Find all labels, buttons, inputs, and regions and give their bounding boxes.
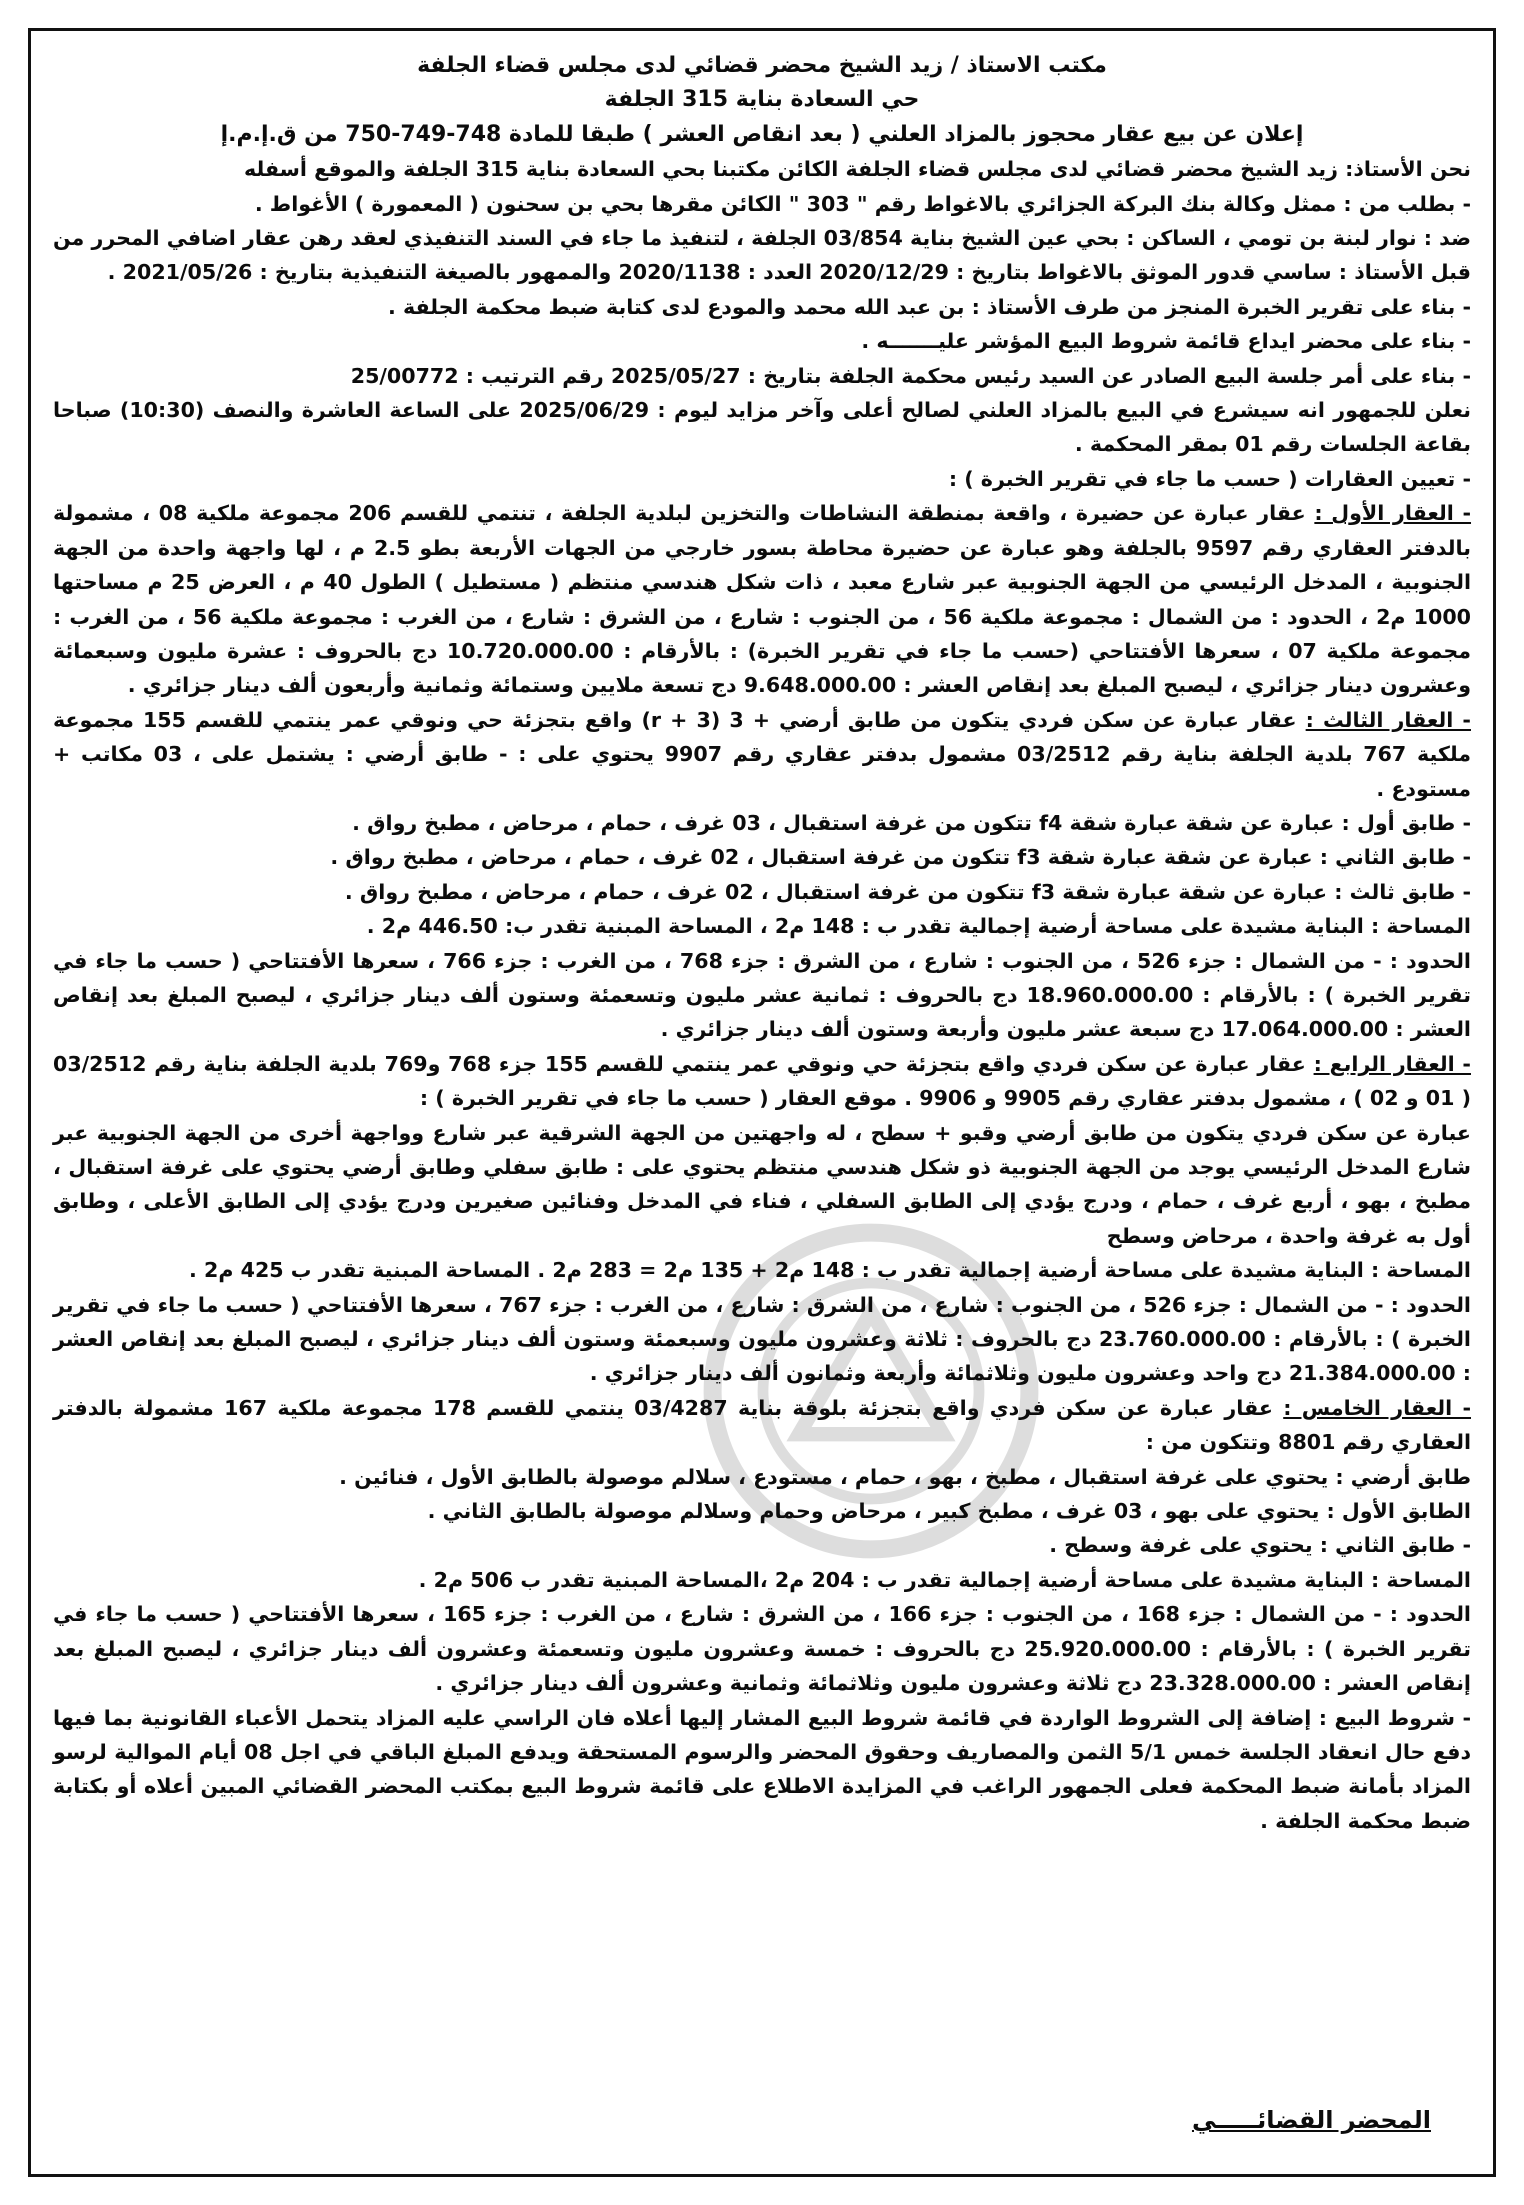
property-5-ground-floor: طابق أرضي : يحتوي على غرفة استقبال ، مطبخ ، بهو ، حمام ، مستودع ، سلالم موصولة بالطابق الأول ، فنائين .: [339, 1464, 1471, 1489]
conditions-paragraph: - بناء على محضر ايداع قائمة شروط البيع المؤشر عليـــــــه .: [861, 329, 1471, 354]
announcement-page: [28, 28, 1496, 2177]
property-4-title: - العقار الرابع :: [1313, 1051, 1471, 1076]
property-5-title: - العقار الخامس :: [1283, 1395, 1471, 1420]
court-order-paragraph: - بناء على أمر جلسة البيع الصادر عن السيد رئيس محكمة الجلفة بتاريخ : 2025/05/27 رقم الترتيب : 25/00772: [350, 363, 1471, 388]
property-5-second-floor: - طابق الثاني : يحتوي على غرفة وسطح .: [1049, 1533, 1471, 1558]
property-4-paragraph: [53, 1047, 1471, 1116]
property-3-paragraph: [53, 703, 1471, 806]
property-3-floor-3: - طابق ثالث : عبارة عن شقة عبارة شقة f3 تتكون من غرفة استقبال ، 02 غرف ، حمام ، مرحاض ، مطبخ رواق .: [344, 879, 1471, 904]
defendant-paragraph: ضد : نوار لبنة بن تومي ، الساكن : بحي عين الشيخ بناية 03/854 الجلفة ، لتنفيذ ما جاء في السند التنفيذي لعقد رهن عقار اضافي المحرر من قبل الأستاذ : ساسي قدور الموثق بالاغواط بتاريخ : 2020/12/29 العدد : 2020/1138 والممهور بالصيغة التنفيذية بتاريخ : 2021/05/26 .: [53, 226, 1471, 285]
property-5-price: الحدود : - من الشمال : جزء 168 ، من الجنوب : جزء 166 ، من الشرق : شارع ، من الغرب : جزء 165 ، سعرها الأفتتاحي ( حسب ما جاء في تقرير الخبرة ) : بالأرقام : 25.920.000.00 دج بالحروف : خمسة وعشرون مليون وتسعمئة وعشرون ألف دينار جزائري ، ليصبح المبلغ بعد إنقاص العشر : 23.328.000.00 دج ثلاثة وعشرون مليون وثلاثمائة وثمانية وعشرون ألف دينار جزائري .: [53, 1602, 1471, 1696]
property-1-paragraph: [53, 496, 1471, 702]
property-5-area: المساحة : البناية مشيدة على مساحة أرضية إجمالية تقدر ب : 204 م2 ،المساحة المبنية تقدر ب 506 م2 .: [418, 1567, 1471, 1592]
property-3-description: عقار عبارة عن سكن فردي يتكون من طابق أرضي + 3 (3 + r) واقع بتجزئة حي ونوقي عمر ينتمي للقسم 155 مجموعة ملكية 767 بلدية الجلفة بناية رقم 03/2512 مشمول بدفتر عقاري رقم 9907 يحتوي على : - طابق أرضي : يشتمل على ، 03 مكاتب + مستودع .: [53, 707, 1472, 801]
document-body: [53, 49, 1471, 2156]
property-4-description: عقار عبارة عن سكن فردي واقع بتجزئة حي ونوقي عمر ينتمي للقسم 155 جزء 768 و769 بلدية الجلفة بناية رقم 03/2512 ( 01 و 02 ) ، مشمول بدفتر عقاري رقم 9905 و 9906 . موقع العقار ( حسب ما جاء في تقرير الخبرة ) :: [53, 1051, 1471, 1111]
property-3-area: المساحة : البناية مشيدة على مساحة أرضية إجمالية تقدر ب : 148 م2 ، المساحة المبنية تقدر ب: 446.50 م2 .: [366, 914, 1471, 939]
property-1-description: عقار عبارة عن حضيرة ، واقعة بمنطقة النشاطات والتخزين لبلدية الجلفة ، تنتمي للقسم 206 مجموعة ملكية 08 ، مشمولة بالدفتر العقاري رقم 9597 بالجلفة وهو عبارة عن حضيرة محاطة بسور خارجي من الجهات الأربعة بطو 2.5 م ، لها واجهة واحدة من الجهة الجنوبية ، المدخل الرئيسي من الجهة الجنوبية عبر شارع معبد ، ذات شكل هندسي منتظم ( مستطيل ) الطول 40 م ، العرض 25 م مساحتها 1000 م2 ، الحدود : من الشمال : مجموعة ملكية 56 ، من الجنوب : شارع ، من الشرق : شارع ، من الغرب : مجموعة ملكية 56 ، من الغرب : مجموعة ملكية 07 ، سعرها الأفتتاحي (حسب ما جاء في تقرير الخبرة) : بالأرقام : 10.720.000.00 دج بالحروف : عشرة مليون وسبعمائة وعشرون دينار جزائري ، ليصبح المبلغ بعد إنقاص العشر : 9.648.000.00 دج تسعة ملايين وستمائة وثمانية وأربعون ألف دينار جزائري .: [53, 501, 1472, 698]
property-4-details: عبارة عن سكن فردي يتكون من طابق أرضي وقبو + سطح ، له واجهتين من الجهة الشرقية عبر شارع وواجهة أخرى من الجهة الجنوبية عبر شارع المدخل الرئيسي يوجد من الجهة الجنوبية ذو شكل هندسي منتظم يحتوي على : طابق سفلي وطابق أرضي يحتوي على غرفة استقبال ، مطبخ ، بهو ، أربع غرف ، حمام ، ودرج يؤدي إلى الطابق السفلي ، فناء في المدخل وفنائين صغيرين ودرج يؤدي إلى الطابق الأعلى ، وطابق أول به غرفة واحدة ، مرحاض وسطح: [53, 1120, 1471, 1248]
property-3-floor-1: - طابق أول : عبارة عن شقة عبارة شقة f4 تتكون من غرفة استقبال ، 03 غرف ، حمام ، مرحاض ، مطبخ رواق .: [352, 810, 1471, 835]
office-address: حي السعادة بناية 315 الجلفة: [604, 87, 920, 113]
property-5-first-floor: الطابق الأول : يحتوي على بهو ، 03 غرف ، مطبخ كبير ، مرحاض وحمام وسلالم موصولة بالطابق الثاني .: [427, 1499, 1471, 1524]
auction-notice-paragraph: نعلن للجمهور انه سيشرع في البيع بالمزاد العلني لصالح أعلى وآخر مزايد ليوم : 2025/06/29 على الساعة العاشرة والنصف (10:30) صباحا بقاعة الجلسات رقم 01 بمقر المحكمة .: [53, 398, 1471, 457]
office-header: مكتب الاستاذ / زيد الشيخ محضر قضائي لدى مجلس قضاء الجلفة: [417, 53, 1107, 78]
property-4-price: الحدود : - من الشمال : جزء 526 ، من الجنوب : شارع ، من الشرق : شارع ، من الغرب : جزء 767 ، سعرها الأفتتاحي ( حسب ما جاء في تقرير الخبرة ) : بالأرقام : 23.760.000.00 دج بالحروف : ثلاثة وعشرون مليون وسبعمئة وستون ألف دينار جزائري ، ليصبح المبلغ بعد إنقاص العشر : 21.384.000.00 دج واحد وعشرون مليون وثلاثمائة وأربعة وثمانون ألف دينار جزائري .: [53, 1292, 1471, 1386]
property-3-floor-2: - طابق الثاني : عبارة عن شقة عبارة شقة f3 تتكون من غرفة استقبال ، 02 غرف ، حمام ، مرحاض ، مطبخ رواق .: [330, 845, 1471, 870]
property-3-price: الحدود : - من الشمال : جزء 526 ، من الجنوب : شارع ، من الشرق : جزء 768 ، من الغرب : جزء 766 ، سعرها الأفتتاحي ( حسب ما جاء في تقرير الخبرة ) : بالأرقام : 18.960.000.00 دج بالحروف : ثمانية عشر مليون وتسعمئة وستون ألف دينار جزائري ، ليصبح المبلغ بعد إنقاص العشر : 17.064.000.00 دج سبعة عشر مليون وأربعة وستون ألف دينار جزائري .: [53, 948, 1471, 1042]
announcement-title: إعلان عن بيع عقار محجوز بالمزاد العلني ( بعد انقاص العشر ) طبقا للمادة 748-749-750 من ق.إ.م.إ: [220, 121, 1304, 147]
property-4-area: المساحة : البناية مشيدة على مساحة أرضية إجمالية تقدر ب : 148 م2 + 135 م2 = 283 م2 . المساحة المبنية تقدر ب 425 م2 .: [189, 1258, 1471, 1283]
bailiff-signature: المحضر القضائـــــي: [1191, 2106, 1431, 2134]
intro-paragraph: نحن الأستاذ: زيد الشيخ محضر قضائي لدى مجلس قضاء الجلفة الكائن مكتبنا بحي السعادة بناية 315 الجلفة والموقع أسفله: [243, 157, 1471, 182]
property-1-title: - العقار الأول :: [1314, 501, 1472, 526]
designation-paragraph: - تعيين العقارات ( حسب ما جاء في تقرير الخبرة ) :: [948, 466, 1471, 491]
property-3-title: - العقار الثالث :: [1305, 707, 1471, 732]
property-5-paragraph: [53, 1391, 1471, 1460]
requester-paragraph: - بطلب من : ممثل وكالة بنك البركة الجزائري بالاغواط رقم " 303 " الكائن مقرها بحي بن سحنون ( المعمورة ) الأغواط .: [254, 191, 1471, 216]
property-5-description: عقار عبارة عن سكن فردي واقع بتجزئة بلوقة بناية 03/4287 ينتمي للقسم 178 مجموعة ملكية 167 مشمولة بالدفتر العقاري رقم 8801 وتتكون من :: [53, 1395, 1471, 1455]
expert-report-paragraph: - بناء على تقرير الخبرة المنجز من طرف الأستاذ : بن عبد الله محمد والمودع لدى كتابة ضبط محكمة الجلفة .: [387, 294, 1471, 319]
sale-terms-paragraph: - شروط البيع : إضافة إلى الشروط الواردة في قائمة شروط البيع المشار إليها أعلاه فان الراسي عليه المزاد يتحمل الأعباء القانونية بما فيها دفع حال انعقاد الجلسة خمس 5/1 الثمن والمصاريف وحقوق المحضر والرسوم المستحقة ويدفع المبلغ الباقي في اجل 08 أيام الموالية لرسو المزاد بأمانة ضبط المحكمة فعلى الجمهور الراغب في المزايدة الاطلاع على قائمة شروط البيع بمكتب المحضر القضائي المبين أعلاه أو بكتابة ضبط محكمة الجلفة .: [53, 1705, 1472, 1833]
